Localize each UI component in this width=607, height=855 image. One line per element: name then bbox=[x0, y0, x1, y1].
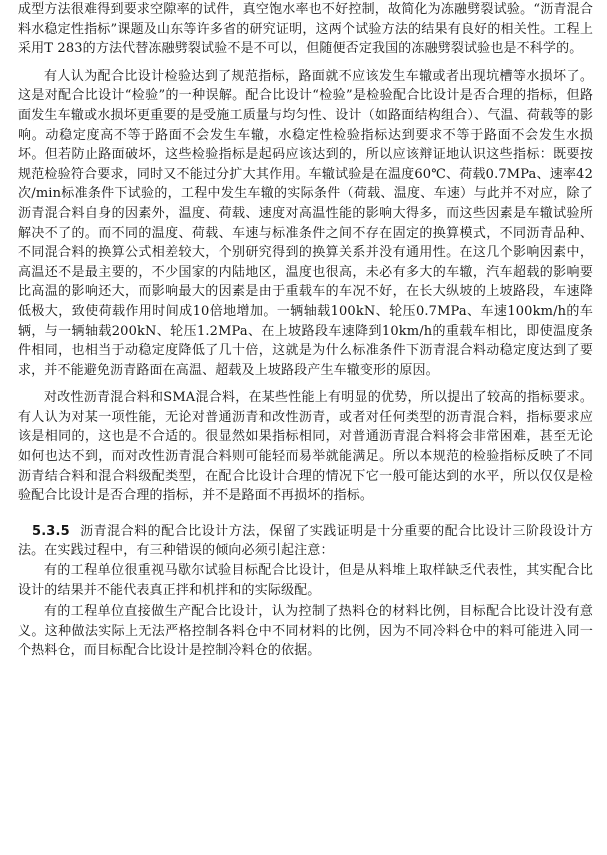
document-page bbox=[18, 0, 593, 855]
paragraph-modified-asphalt-sma: 对改性沥青混合料和SMA混合料，在某些性能上有明显的优势，所以提出了较高的指标要求。有人认为对某一项性能，无论对普通沥青和改性沥青，或者对任何类型的沥青混合料，指标要求应该是相同的，这也是不合适的。很显然如果指标相同，对普通沥青混合料将会非常困难，甚至无论如何也达不到，而对改性沥青混合料则可能轻而易举就能满足。所以本规范的检验指标反映了不同沥青结合料和混合料级配类型，在配合比设计合理的情况下它一般可能达到的水平，所以仅仅是检验配合比设计是否合理的指标，并不是路面不再损坏的指标。 bbox=[18, 390, 593, 504]
paragraph-marshall-target-design: 有的工程单位很重视马歇尔试验目标配合比设计，但是从料堆上取样缺乏代表性，其实配合比设计的结果并不能代表真正拌和机拌和的实际级配。 bbox=[18, 563, 593, 598]
paragraph-freeze-thaw-test: 成型方法很难得到要求空隙率的试件，真空饱水率也不好控制，故简化为冻融劈裂试验。“沥青混合料水稳定性指标”课题及山东等许多省的研究证明，这两个试验方法的结果有良好的相关性。工程上采用T 283的方法代替冻融劈裂试验不是不可以，但随便否定我国的冻融劈裂试验也是不科学的。 bbox=[18, 2, 593, 57]
section-spacer bbox=[18, 508, 593, 522]
clause-text: 沥青混合料的配合比设计方法，保留了实践证明是十分重要的配合比设计三阶段设计方法。在实践过程中，有三种错误的倾向必须引起注意： bbox=[18, 523, 593, 559]
clause-number: 5.3.5 bbox=[32, 523, 70, 539]
clause-5-3-5 bbox=[18, 522, 593, 561]
paragraph-mix-design-verification: 有人认为配合比设计检验达到了规范指标，路面就不应该发生车辙或者出现坑槽等水损坏了。这是对配合比设计“检验”的一种误解。配合比设计“检验”是检验配合比设计是否合理的指标，但路面发生车辙或水损坏更重要的是受施工质量与均匀性、设计（如路面结构组合）、气温、荷载等的影响。动稳定度高不等于路面不会发生车辙，水稳定性检验指标达到要求不等于路面不会发生水损坏。但若防止路面破坏，这些检验指标是起码应该达到的，所以应该辩证地认识这些指标：既要按规范检验符合要求，同时又不能过分扩大其作用。车辙试验是在温度60℃、荷载0.7MPa、速率42次/min标准条件下试验的，工程中发生车辙的实际条件（荷载、温度、车速）与此并不对应，除了沥青混合料自身的因素外，温度、荷载、速度对高温性能的影响大得多，而这些因素是车辙试验所解决不了的。而不同的温度、荷载、车速与标准条件之间不存在固定的换算模式，不同沥青品种、不同混合料的换算公式相差较大，个别研究得到的换算关系并没有通用性。在这几个影响因素中，高温还不是最主要的，不少国家的内陆地区，温度也很高，未必有多大的车辙，汽车超载的影响要比高温的影响还大，而影响最大的因素是由于重载车的车况不好，在长大纵坡的上坡路段，车速降低极大，致使荷载作用时间成10倍地增加。一辆轴载100kN、轮压0.7MPa、车速100km/h的车辆，与一辆轴载200kN、轮压1.2MPa、在上坡路段车速降到10km/h的重载车相比，即使温度条件相同，也相当于动稳定度降低了几十倍，这就是为什么标准条件下沥青混合料动稳定度达到了要求，并不能避免沥青路面在高温、超载及上坡路段产生车辙变形的原因。 bbox=[18, 68, 593, 378]
paragraph-production-mix-design: 有的工程单位直接做生产配合比设计，认为控制了热料仓的材料比例，目标配合比设计没有意义。这种做法实际上无法严格控制各料仓中不同材料的比例，因为不同冷料仓中的料可能进入同一个热料仓，而目标配合比设计是控制冷料仓的依据。 bbox=[18, 604, 593, 659]
